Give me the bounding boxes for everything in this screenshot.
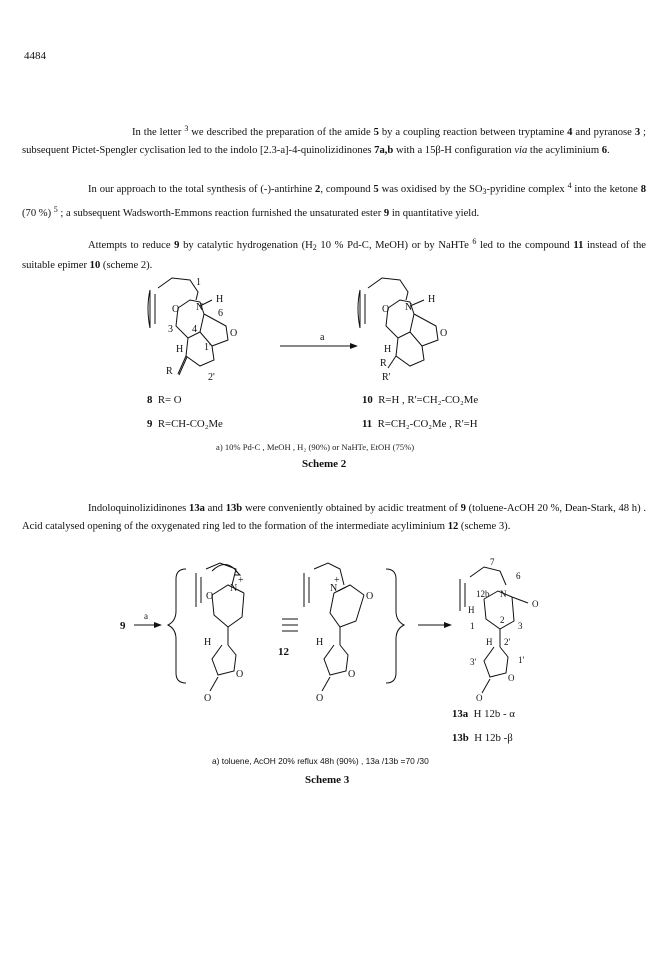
- s3-m1-o3: O: [204, 693, 212, 704]
- s2-atom-2p: 2': [208, 372, 215, 383]
- compound-13b-label: 13b H 12b -β: [452, 732, 513, 744]
- s3-start-9: 9: [120, 620, 126, 632]
- compound-10-label: 10 R=H , R'=CH₂-CO₂Me: [362, 394, 479, 406]
- paragraph-1: In the letter $^3$ we described the preparation of the amide 5 by a coupling reaction between tryptamine 4 and pyranose 3 ; subsequent Pictet-Spengler cyclisation led to the indolo [2.3-a]-4-quinolizidinones 7a,b with a 15β-H configuration via the acyliminium 6.: [22, 124, 646, 156]
- paragraph-4: Indoloquinolizidinones 13a and 13b were conveniently obtained by acidic treatment of 9 (toluene-AcOH 20 %, Dean-Stark, 48 h) . Acid catalysed opening of the oxygenated ring led to the formation of the intermediate acyliminium 12 (scheme 3).: [22, 503, 646, 532]
- s3-p-1: 1: [470, 621, 475, 631]
- s2-atom-n: N: [196, 302, 204, 313]
- scheme-3-structures: [0, 555, 672, 765]
- s3-m1-plus: +: [238, 575, 244, 586]
- s2r-atom-o2: O: [440, 328, 448, 339]
- s2-atom-3: 3: [168, 324, 173, 335]
- s3-m2-o3: O: [316, 693, 324, 704]
- s2-atom-4: 4: [192, 324, 197, 335]
- s3-p-1p: 1': [518, 655, 525, 665]
- s3-p-3: 3: [518, 621, 523, 631]
- s3-m2-n: N: [330, 583, 338, 594]
- s2-atom-r: R: [166, 366, 173, 377]
- s3-m2-o: O: [366, 591, 374, 602]
- s3-p-7: 7: [490, 557, 495, 567]
- s2-atom-1: 1: [196, 277, 201, 288]
- s3-m2-o2: O: [348, 669, 356, 680]
- paragraph-3: Attempts to reduce 9 by catalytic hydrogenation ($H_2$ 10 % Pd-C, MeOH) or by NaHTe $^6$ led to the compound 11 instead of the suitable epimer 10 (scheme 2).: [22, 237, 647, 271]
- s2-atom-h2: H: [176, 344, 184, 355]
- scheme-2-conditions: a) 10% Pd-C , MeOH , H₂ (90%) or NaHTe, EtOH (75%): [216, 442, 415, 452]
- s2-atom-1p: 1': [204, 342, 211, 353]
- s3-p-o3: O: [476, 693, 483, 703]
- scheme-2-structures: [0, 270, 672, 390]
- s2r-atom-h: H: [428, 294, 436, 305]
- compound-9-label: 9 R=CH-CO₂Me: [147, 418, 223, 430]
- s3-m1-n: N: [230, 583, 238, 594]
- s3-m2-plus: +: [334, 575, 340, 586]
- s3-p-o2: O: [508, 673, 515, 683]
- s3-p-12b: 12b: [476, 589, 490, 599]
- s2r-atom-n: N: [405, 302, 413, 313]
- s3-m1-h: H: [204, 637, 212, 648]
- s3-p-2p: 2': [504, 637, 511, 647]
- compound-13a-label: 13a H 12b - α: [452, 708, 515, 720]
- scheme-3-conditions: a) toluene, AcOH 20% reflux 48h (90%) , 13a /13b =70 /30: [212, 756, 429, 766]
- s2r-atom-r: R: [380, 358, 387, 369]
- compound-11-label: 11 R=CH₂-CO₂Me , R'=H: [362, 418, 478, 430]
- s2r-atom-rp: R': [382, 372, 391, 383]
- s3-arrow-label: a: [144, 611, 148, 621]
- s2-atom-o2: O: [230, 328, 238, 339]
- s2r-atom-h2: H: [384, 344, 392, 355]
- scheme-3-title: Scheme 3: [305, 774, 350, 786]
- s2-atom-h: H: [216, 294, 224, 305]
- s3-p-h2: H: [486, 637, 493, 647]
- compound-8-label: 8 R= O: [147, 394, 182, 406]
- s3-p-2: 2: [500, 615, 505, 625]
- s3-p-h: H: [468, 605, 475, 615]
- s2-arrow-label: a: [320, 332, 325, 343]
- s3-p-3p: 3': [470, 657, 477, 667]
- s3-m2-h: H: [316, 637, 324, 648]
- s3-m1-o: O: [206, 591, 214, 602]
- scheme-2-title: Scheme 2: [302, 458, 347, 470]
- s2-atom-6: 6: [218, 308, 223, 319]
- page-number: 4484: [24, 50, 46, 62]
- s3-label-12: 12: [278, 646, 289, 658]
- s2-atom-o1: O: [172, 304, 180, 315]
- s2r-atom-o1: O: [382, 304, 390, 315]
- paragraph-2: In our approach to the total synthesis of (-)-antirhine 2, compound 5 was oxidised by the $SO_3$-pyridine complex $^4$ into the ketone 8 (70 %) $^5$ ; a subsequent Wadsworth-Emmons reaction furnished the unsaturated ester 9 in quantitative yield.: [22, 181, 646, 219]
- s3-m1-o2: O: [236, 669, 244, 680]
- s3-p-6: 6: [516, 571, 521, 581]
- s3-p-o: O: [532, 599, 539, 609]
- s3-p-n: N: [500, 589, 507, 599]
